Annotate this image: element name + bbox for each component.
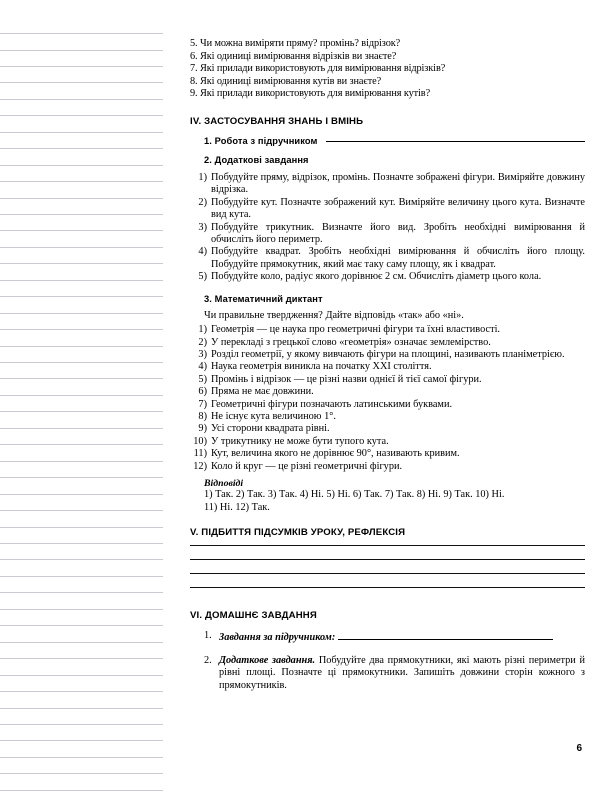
- list-item: [190, 324, 585, 336]
- homework-textbook-body: [219, 630, 585, 644]
- homework-textbook-label: Завдання за підручником:: [219, 632, 336, 644]
- list-text: Геометричні фігури позначають латинськими буквами.: [211, 398, 453, 410]
- homework-extra-label: Додаткове завдання.: [219, 654, 316, 666]
- list-item: [190, 222, 585, 247]
- margin-rule-line: [0, 378, 163, 379]
- margin-rule-line: [0, 428, 163, 429]
- margin-rule-line: [0, 773, 163, 774]
- write-line[interactable]: [190, 545, 585, 546]
- list-text: Геометрія — це наука про геометричні фігури та їхні властивості.: [211, 324, 501, 336]
- homework-item-extra: [204, 655, 585, 692]
- list-marker: 5): [198, 373, 207, 385]
- margin-rule-line: [0, 230, 163, 231]
- margin-rule-line: [0, 82, 163, 83]
- margin-rule-line: [0, 313, 163, 314]
- list-text: У трикутнику не може бути тупого кута.: [211, 435, 389, 447]
- section-heading-iv: IV. ЗАСТОСУВАННЯ ЗНАНЬ І ВМІНЬ: [190, 115, 364, 127]
- list-text: Побудуйте коло, радіус якого дорівнює 2 см. Обчисліть діаметр цього кола.: [211, 271, 542, 283]
- homework-item-textbook: [204, 630, 585, 644]
- margin-rule-line: [0, 625, 163, 626]
- margin-rule-line: [0, 543, 163, 544]
- subheading-extra-tasks: [204, 155, 585, 165]
- list-marker: 1.: [204, 630, 212, 642]
- margin-rule-line: [0, 494, 163, 495]
- margin-rule-line: [0, 708, 163, 709]
- margin-rule-line: [0, 609, 163, 610]
- list-text: Побудуйте трикутник. Визначте його вид. Зробіть необхідні вимірювання й обчисліть його периметр.: [211, 221, 585, 245]
- subheading-textbook-work: [204, 136, 585, 146]
- write-line[interactable]: [190, 587, 585, 588]
- answers-line: 1) Так. 2) Так. 3) Так. 4) Ні. 5) Ні. 6) Так. 7) Так. 8) Ні. 9) Так. 10) Ні.: [204, 489, 505, 501]
- write-line[interactable]: [190, 573, 585, 574]
- list-item: [190, 448, 585, 460]
- margin-rule-line: [0, 790, 163, 791]
- margin-rule-line: [0, 658, 163, 659]
- list-item: [190, 411, 585, 423]
- list-marker: 11): [193, 448, 207, 460]
- list-text: Побудуйте пряму, відрізок, промінь. Позначте зображені фігури. Виміряйте довжину відрізка.: [211, 171, 585, 196]
- margin-rule-line: [0, 395, 163, 396]
- list-marker: 2.: [204, 654, 212, 666]
- list-marker: 7): [198, 398, 207, 410]
- margin-rule-line: [0, 724, 163, 725]
- subheading-textbook-work-label: 1. Робота з підручником: [204, 135, 318, 146]
- margin-rule-line: [0, 411, 163, 412]
- list-marker: 12): [193, 460, 207, 472]
- margin-rule-line: [0, 691, 163, 692]
- extra-tasks-list: [190, 172, 585, 284]
- answers-line: 11) Ні. 12) Так.: [204, 501, 270, 513]
- list-marker: 1): [198, 324, 207, 336]
- margin-rule-line: [0, 592, 163, 593]
- margin-rule-line: [0, 214, 163, 215]
- list-item: 5. Чи можна виміряти пряму? промінь? відрізок?: [190, 38, 401, 49]
- margin-rule-line: [0, 740, 163, 741]
- list-marker: 1): [198, 171, 207, 183]
- textbook-work-fill-line[interactable]: [326, 141, 585, 142]
- list-item: [190, 374, 585, 386]
- margin-rule-line: [0, 132, 163, 133]
- list-item: [190, 423, 585, 435]
- list-item: 6. Які одиниці вимірювання відрізків ви знаєте?: [190, 50, 397, 62]
- list-marker: 6): [198, 386, 207, 398]
- answers-title: Відповіді: [204, 478, 244, 490]
- list-text: Розділ геометрії, у якому вивчають фігури на площині, називають планіметрією.: [211, 349, 565, 361]
- margin-rule-line: [0, 675, 163, 676]
- review-questions-list: [190, 38, 585, 101]
- margin-rule-line: [0, 148, 163, 149]
- margin-rule-line: [0, 329, 163, 330]
- margin-rule-line: [0, 99, 163, 100]
- list-text: Побудуйте квадрат. Зробіть необхідні вимірювання й обчисліть його площу. Побудуйте прямокутник, який має таку саму площу, як і квадрат.: [211, 246, 585, 270]
- list-item: 8. Які одиниці вимірювання кутів ви знаєте?: [190, 75, 382, 87]
- subheading-extra-tasks-label: 2. Додаткові завдання: [204, 154, 309, 165]
- list-text: Коло й круг — це різні геометричні фігури.: [211, 460, 403, 472]
- margin-rule-line: [0, 461, 163, 462]
- subheading-math-dictation: [204, 294, 585, 304]
- list-marker: 5): [198, 271, 207, 283]
- margin-rule-line: [0, 181, 163, 182]
- margin-rule-line: [0, 362, 163, 363]
- margin-rule-line: [0, 477, 163, 478]
- list-item: [190, 349, 585, 361]
- list-item: [190, 361, 585, 373]
- list-text: Промінь і відрізок — це різні назви однієї й тієї самої фігури.: [211, 373, 482, 385]
- list-marker: 8): [198, 411, 207, 423]
- margin-rule-line: [0, 559, 163, 560]
- margin-rule-line: [0, 280, 163, 281]
- list-marker: 3): [198, 221, 207, 233]
- section-heading-vi: VI. ДОМАШНЄ ЗАВДАННЯ: [190, 610, 317, 622]
- homework-textbook-fill-line[interactable]: [338, 630, 553, 640]
- list-marker: 2): [198, 336, 207, 348]
- list-marker: 4): [198, 246, 207, 258]
- content-column: [190, 0, 585, 800]
- margin-rule-line: [0, 66, 163, 67]
- list-item: [190, 436, 585, 448]
- margin-rule-line: [0, 576, 163, 577]
- margin-rule-line: [0, 50, 163, 51]
- margin-rule-line: [0, 263, 163, 264]
- list-text: Побудуйте кут. Позначте зображений кут. Виміряйте величину цього кута. Визначте вид кута.: [211, 196, 585, 221]
- list-text: Наука геометрія виникла на початку XXI століття.: [211, 361, 432, 373]
- list-marker: 3): [198, 349, 207, 361]
- margin-rule-line: [0, 115, 163, 116]
- list-item: [190, 386, 585, 398]
- dictation-intro: Чи правильне твердження? Дайте відповідь «так» або «ні».: [204, 309, 464, 321]
- margin-rule-line: [0, 165, 163, 166]
- list-marker: 4): [198, 361, 207, 373]
- homework-extra-text: Побудуйте два прямокутники, які мають різні периметри й рівні площі. Позначте ці прямокутники. Запишіть довжини сторін кожного з прямокутників.: [219, 654, 585, 691]
- margin-rule-line: [0, 444, 163, 445]
- list-item: [190, 172, 585, 197]
- list-marker: 2): [198, 196, 207, 208]
- margin-rule-line: [0, 296, 163, 297]
- list-text: Пряма не має довжини.: [211, 386, 314, 398]
- dictation-statements-list: [190, 324, 585, 473]
- list-item: [190, 399, 585, 411]
- list-item: [190, 461, 585, 473]
- margin-rule-line: [0, 33, 163, 34]
- margin-rule-line: [0, 346, 163, 347]
- list-item: 7. Які прилади використовують для вимірювання відрізків?: [190, 63, 446, 75]
- list-item: [190, 271, 585, 283]
- list-text: Усі сторони квадрата рівні.: [211, 423, 330, 435]
- write-line[interactable]: [190, 559, 585, 560]
- homework-extra-body: [219, 655, 585, 692]
- list-item: [190, 246, 585, 271]
- margin-rule-line: [0, 527, 163, 528]
- margin-rule-line: [0, 198, 163, 199]
- margin-rule-line: [0, 642, 163, 643]
- subheading-math-dictation-label: 3. Математичний диктант: [204, 293, 323, 304]
- margin-rule-line: [0, 510, 163, 511]
- list-marker: 10): [193, 435, 207, 447]
- margin-rule-line: [0, 757, 163, 758]
- list-item: [190, 337, 585, 349]
- margin-rule-line: [0, 247, 163, 248]
- list-text: У перекладі з грецької слово «геометрія» означає землемірство.: [211, 336, 491, 348]
- ruled-margin: [0, 0, 170, 800]
- reflection-write-lines: [190, 545, 585, 588]
- list-text: Не існує кута величиною 1°.: [211, 411, 336, 423]
- section-heading-v: V. ПІДБИТТЯ ПІДСУМКІВ УРОКУ, РЕФЛЕКСІЯ: [190, 527, 406, 539]
- list-item: [190, 197, 585, 222]
- list-marker: 9): [198, 423, 207, 435]
- list-text: Кут, величина якого не дорівнює 90°, називають кривим.: [211, 448, 460, 460]
- list-item: 9. Які прилади використовують для вимірювання кутів?: [190, 88, 431, 100]
- page-number: 6: [576, 743, 582, 754]
